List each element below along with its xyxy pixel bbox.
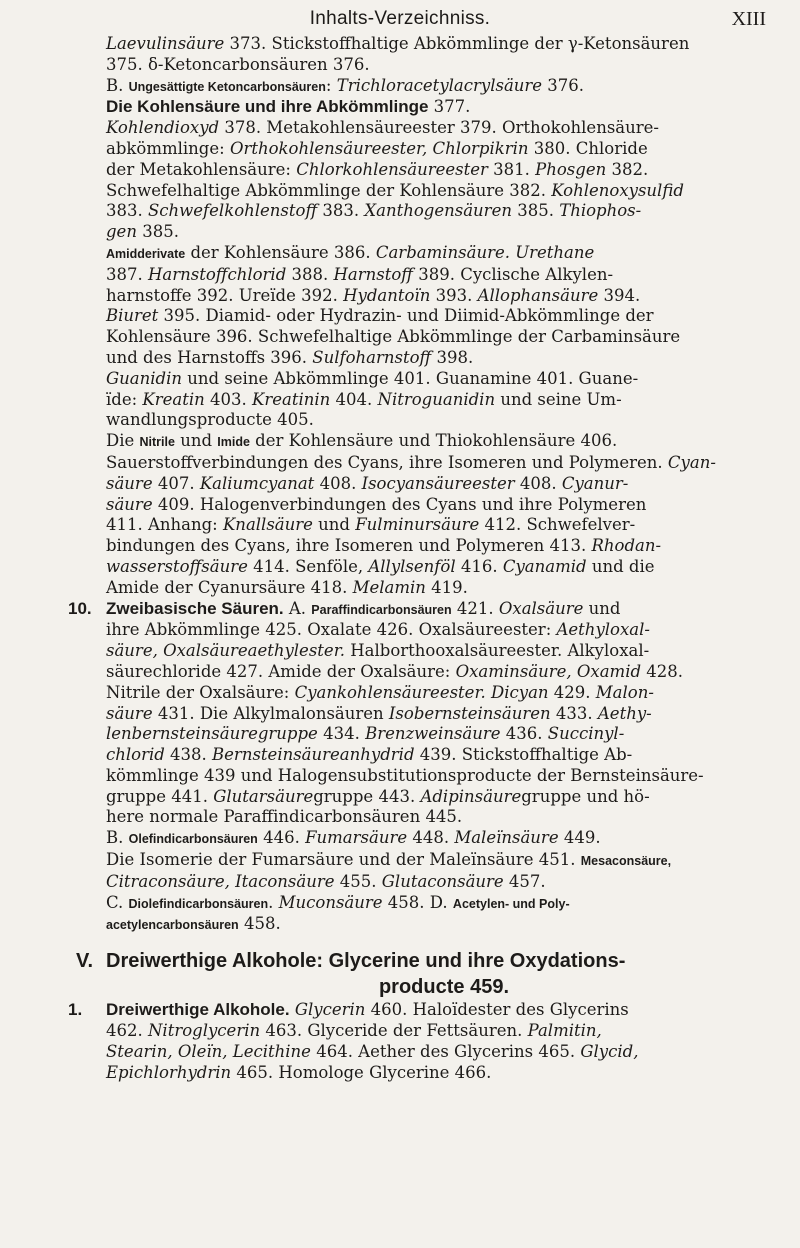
toc-line: wandlungsproducte 405. [106, 410, 314, 430]
running-head [0, 0, 800, 34]
toc-line: B. Ungesättigte Ketoncarbonsäuren: Trichloracetylacrylsäure 376. [106, 75, 585, 95]
toc-line: Stearin, Oleïn, Lecithine 464. Aether des Glycerins 465. Glycid, [106, 1041, 639, 1061]
toc-line: bindungen des Cyans, ihre Isomeren und Polymeren 413. Rhodan- [106, 536, 662, 556]
toc-line: kömmlinge 439 und Halogensubstitutionsproducte der Bernsteinsäure- [106, 765, 704, 785]
toc-line: 383. Schwefelkohlenstoff 383. Xanthogensäuren 385. Thiophos- [106, 201, 642, 221]
toc-line: gruppe 441. Glutarsäuregruppe 443. Adipinsäuregruppe und hö- [106, 786, 650, 806]
section-1 [18, 1000, 782, 1083]
section-title: Dreiwerthige Alkohole: Glycerine und ihre Oxydations- [106, 950, 626, 973]
toc-line: ïde: Kreatin 403. Kreatinin 404. Nitroguanidin und seine Um- [106, 389, 622, 409]
toc-line: Epichlorhydrin 465. Homologe Glycerine 466. [106, 1062, 492, 1082]
section-number: V. [76, 950, 94, 973]
toc-line: säure, Oxalsäureaethylester. Halborthooxalsäureester. Alkyloxal- [106, 641, 650, 661]
toc-line: säure 409. Halogenverbindungen des Cyans und ihre Polymeren [106, 494, 647, 514]
toc-line: und des Harnstoffs 396. Sulfoharnstoff 398. [106, 347, 474, 367]
toc-line: Die Kohlensäure und ihre Abkömmlinge 377. [106, 97, 471, 117]
toc-line: säurechloride 427. Amide der Oxalsäure: Oxaminsäure, Oxamid 428. [106, 661, 684, 681]
section-title-cont: producte 459. [378, 976, 510, 999]
toc-line: chlorid 438. Bernsteinsäureanhydrid 439. Stickstoffhaltige Ab- [106, 745, 633, 765]
toc-line: C. Diolefindicarbonsäuren. Muconsäure 458. D. Acetylen- und Poly- [106, 892, 570, 912]
toc-line: säure 431. Die Alkylmalonsäuren Isobernsteinsäuren 433. Aethy- [106, 703, 652, 723]
toc-line: lenbernsteinsäuregruppe 434. Brenzweinsäure 436. Succinyl- [106, 724, 625, 744]
toc-line: säure 407. Kaliumcyanat 408. Isocyansäureester 408. Cyanur- [106, 473, 629, 493]
toc-line: Dreiwerthige Alkohole. Glycerin 460. Haloïdester des Glycerins [106, 1000, 629, 1020]
toc-line: Kohlensäure 396. Schwefelhaltige Abkömmlinge der Carbaminsäure [106, 327, 681, 347]
toc-line: Zweibasische Säuren. A. Paraffindicarbonsäuren 421. Oxalsäure und [106, 598, 621, 618]
toc-line: 387. Harnstoffchlorid 388. Harnstoff 389. Cyclische Alkylen- [106, 264, 614, 284]
toc-line: Die Nitrile und Imide der Kohlensäure und Thiokohlensäure 406. [106, 431, 618, 451]
table-of-contents [18, 34, 782, 1083]
toc-line: here normale Paraffindicarbonsäuren 445. [106, 807, 463, 827]
toc-line: Sauerstoffverbindungen des Cyans, ihre Isomeren und Polymeren. Cyan- [106, 452, 716, 472]
section-number: 1. [68, 1000, 83, 1020]
toc-line: Kohlendioxyd 378. Metakohlensäureester 379. Orthokohlensäure- [106, 118, 659, 138]
toc-line: der Metakohlensäure: Chlorkohlensäureester 381. Phosgen 382. [106, 159, 649, 179]
toc-line: 375. δ-Ketoncarbonsäuren 376. [106, 54, 370, 74]
toc-line: B. Olefindicarbonsäuren 446. Fumarsäure 448. Maleïnsäure 449. [106, 828, 601, 848]
toc-line: gen 385. [106, 222, 179, 242]
toc-line: 411. Anhang: Knallsäure und Fulminursäure 412. Schwefelver- [106, 515, 636, 535]
page-number: XIII [731, 8, 766, 30]
page-header-title: Inhalts-Verzeichniss. [309, 8, 491, 29]
toc-line: Citraconsäure, Itaconsäure 455. Glutaconsäure 457. [106, 871, 546, 891]
toc-line: ihre Abkömmlinge 425. Oxalate 426. Oxalsäureester: Aethyloxal- [106, 620, 650, 640]
section-10 [18, 599, 782, 937]
toc-line: abkömmlinge: Orthokohlensäureester, Chlorpikrin 380. Chloride [106, 138, 648, 158]
toc-line: Guanidin und seine Abkömmlinge 401. Guanamine 401. Guane- [106, 368, 639, 388]
toc-line: 462. Nitroglycerin 463. Glyceride der Fettsäuren. Palmitin, [106, 1021, 602, 1041]
section-number: 10. [68, 598, 92, 618]
toc-line: acetylencarbonsäuren 458. [106, 914, 281, 934]
section-v [18, 948, 782, 1000]
toc-line: Biuret 395. Diamid- oder Hydrazin- und Diimid-Abkömmlinge der [106, 306, 654, 326]
toc-line: Nitrile der Oxalsäure: Cyankohlensäureester. Dicyan 429. Malon- [106, 682, 654, 702]
toc-line: Die Isomerie der Fumarsäure und der Maleïnsäure 451. Mesaconsäure, [106, 850, 672, 870]
toc-line: Schwefelhaltige Abkömmlinge der Kohlensäure 382. Kohlenoxysulfid [106, 180, 684, 200]
toc-line: Amidderivate der Kohlensäure 386. Carbaminsäure. Urethane [106, 242, 595, 262]
continuation-block [18, 34, 782, 599]
toc-line: Amide der Cyanursäure 418. Melamin 419. [106, 577, 468, 597]
toc-line: Laevulinsäure 373. Stickstoffhaltige Abkömmlinge der γ-Ketonsäuren [106, 34, 690, 53]
toc-line: wasserstoffsäure 414. Senföle, Allylsenföl 416. Cyanamid und die [106, 556, 655, 576]
toc-line: harnstoffe 392. Ureïde 392. Hydantoïn 393. Allophansäure 394. [106, 285, 641, 305]
